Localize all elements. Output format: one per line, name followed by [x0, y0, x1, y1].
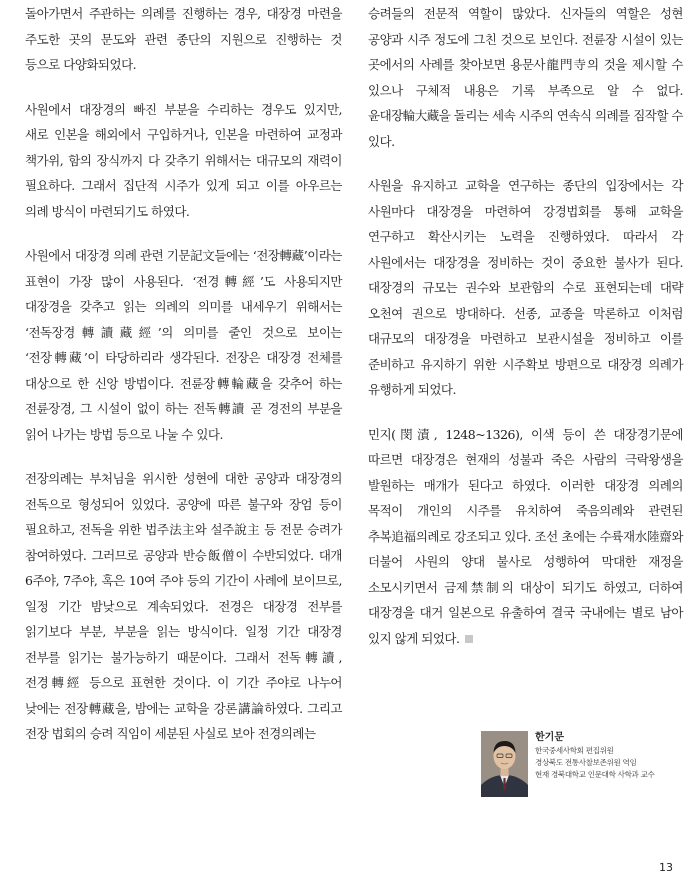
paragraph: 돌아가면서 주관하는 의례를 진행하는 경우, 대장경 마련을 주도한 곳의 문도와 관련 종단의 지원으로 진행하는 것 등으로 다양화되었다.: [25, 6, 342, 72]
author-role: 한국중세사학회 편집위원: [535, 746, 614, 755]
page-number: 13: [659, 861, 673, 874]
paragraph-text: 민지(閔漬, 1248~1326), 이색 등이 쓴 대장경기문에 따르면 대장경은 현재의 성불과 죽은 사람의 극락왕생을 발원하는 매개가 된다고 하였다. 이러한 대장경 의례의 목적이 개인의 시주를 유치하여 죽음의례와 관련된 추복追福의례로 강조되고 있다. 조선 초에는 수륙재水陸齋와 더불어 사원의 양대 불사로 성행하여 막대한 재정을 소모시키면서 금제禁制의 대상이 되기도 하였고, 더하여 대장경을 대거 일본으로 유출하여 결국 국내에는 별로 남아 있지 않게 되었다.: [368, 426, 683, 646]
author-box: [481, 731, 691, 799]
paragraph: 승려들의 전문적 역할이 많았다. 신자들의 역할은 성현 공양과 시주 정도에 그친 것으로 보인다. 전륜장 시설이 있는 곳에서의 사례를 찾아보면 용문사龍門寺의 것을 제시할 수 있으나 구체적 내용은 기록 부족으로 알 수 없다. 윤대장輪大藏을 돌리는 세속 시주의 연속식 의례를 짐작할 수 있다.: [368, 6, 683, 149]
right-column: [368, 0, 683, 651]
paragraph: 사원에서 대장경 의례 관련 기문記文들에는 ‘전장轉藏’이라는 표현이 가장 많이 사용된다. ‘전경轉經’도 사용되지만 대장경을 갖추고 읽는 의례의 의미를 내세우기 위해서는 ‘전독장경轉讀藏經’의 의미를 줄인 것으로 보이는 ‘전장轉藏’이 타당하리라 생각된다. 전장은 대장경 전체를 대상으로 한 신앙 방법이다. 전륜장轉輪藏을 갖추어 하는 전륜장경, 그 시설이 없이 하는 전독轉讀 곧 경전의 부분을 읽어 나가는 방법 등으로 나눌 수 있다.: [25, 248, 342, 442]
paragraph: 전장의례는 부처님을 위시한 성현에 대한 공양과 대장경의 전독으로 형성되어 있었다. 공양에 따른 불구와 장엄 등이 필요하고, 전독을 위한 법주法主와 설주說主 등 전문 승려가 참여하였다. 그러므로 공양과 반승飯僧이 수반되었다. 대개 6주야, 7주야, 혹은 10여 주야 등의 기간이 사례에 보이므로, 일정 기간 밤낮으로 계속되었다. 전경은 대장경 전부를 읽기보다 부분, 부분을 읽는 방식이다. 일정 기간 대장경 전부를 읽기는 불가능하기 때문이다. 그래서 전독轉讀, 전경轉經 등으로 표현한 것이다. 이 기간 주야로 나누어 낮에는 전장轉藏을, 밤에는 교학을 강론講論하였다. 그리고 전장 법회의 승려 직임이 세분된 사실로 보아 전경의례는: [25, 471, 342, 741]
author-portrait-icon: [481, 731, 528, 797]
author-name: 한기문: [535, 732, 564, 743]
end-mark-icon: [465, 635, 473, 643]
author-role: 경상북도 전통사찰보존위원 역임: [535, 758, 637, 767]
author-role: 현재 경북대학교 인문대학 사학과 교수: [535, 770, 655, 779]
left-column: [25, 0, 342, 747]
paragraph: 사원에서 대장경의 빠진 부분을 수리하는 경우도 있지만, 새로 인본을 해외에서 구입하거나, 인본을 마련하여 교정과 책가위, 함의 장식까지 다 갖추기 위해서는 대규모의 재력이 필요하다. 그래서 집단적 시주가 있게 되고 이를 아우르는 의례 방식이 마련되기도 하였다.: [25, 101, 342, 219]
author-photo: [481, 731, 528, 797]
author-info: [535, 731, 695, 781]
paragraph: 사원을 유지하고 교학을 연구하는 종단의 입장에서는 각 사원마다 대장경을 마련하여 강경법회를 통해 교학을 연구하고 확산시키는 노력을 진행하였다. 따라서 각 사원에서는 대장경을 정비하는 것이 중요한 불사가 된다. 대장경의 규모는 권수와 보관함의 수로 표현되는데 대략 오천여 권으로 방대하다. 선종, 교종을 막론하고 이처럼 대규모의 대장경을 마련하고 보관시설을 정비하고 이를 준비하고 유지하기 위한 시주확보 방편으로 대장경 의례가 유행하게 되었다.: [368, 178, 683, 397]
paragraph-last: [368, 422, 683, 652]
